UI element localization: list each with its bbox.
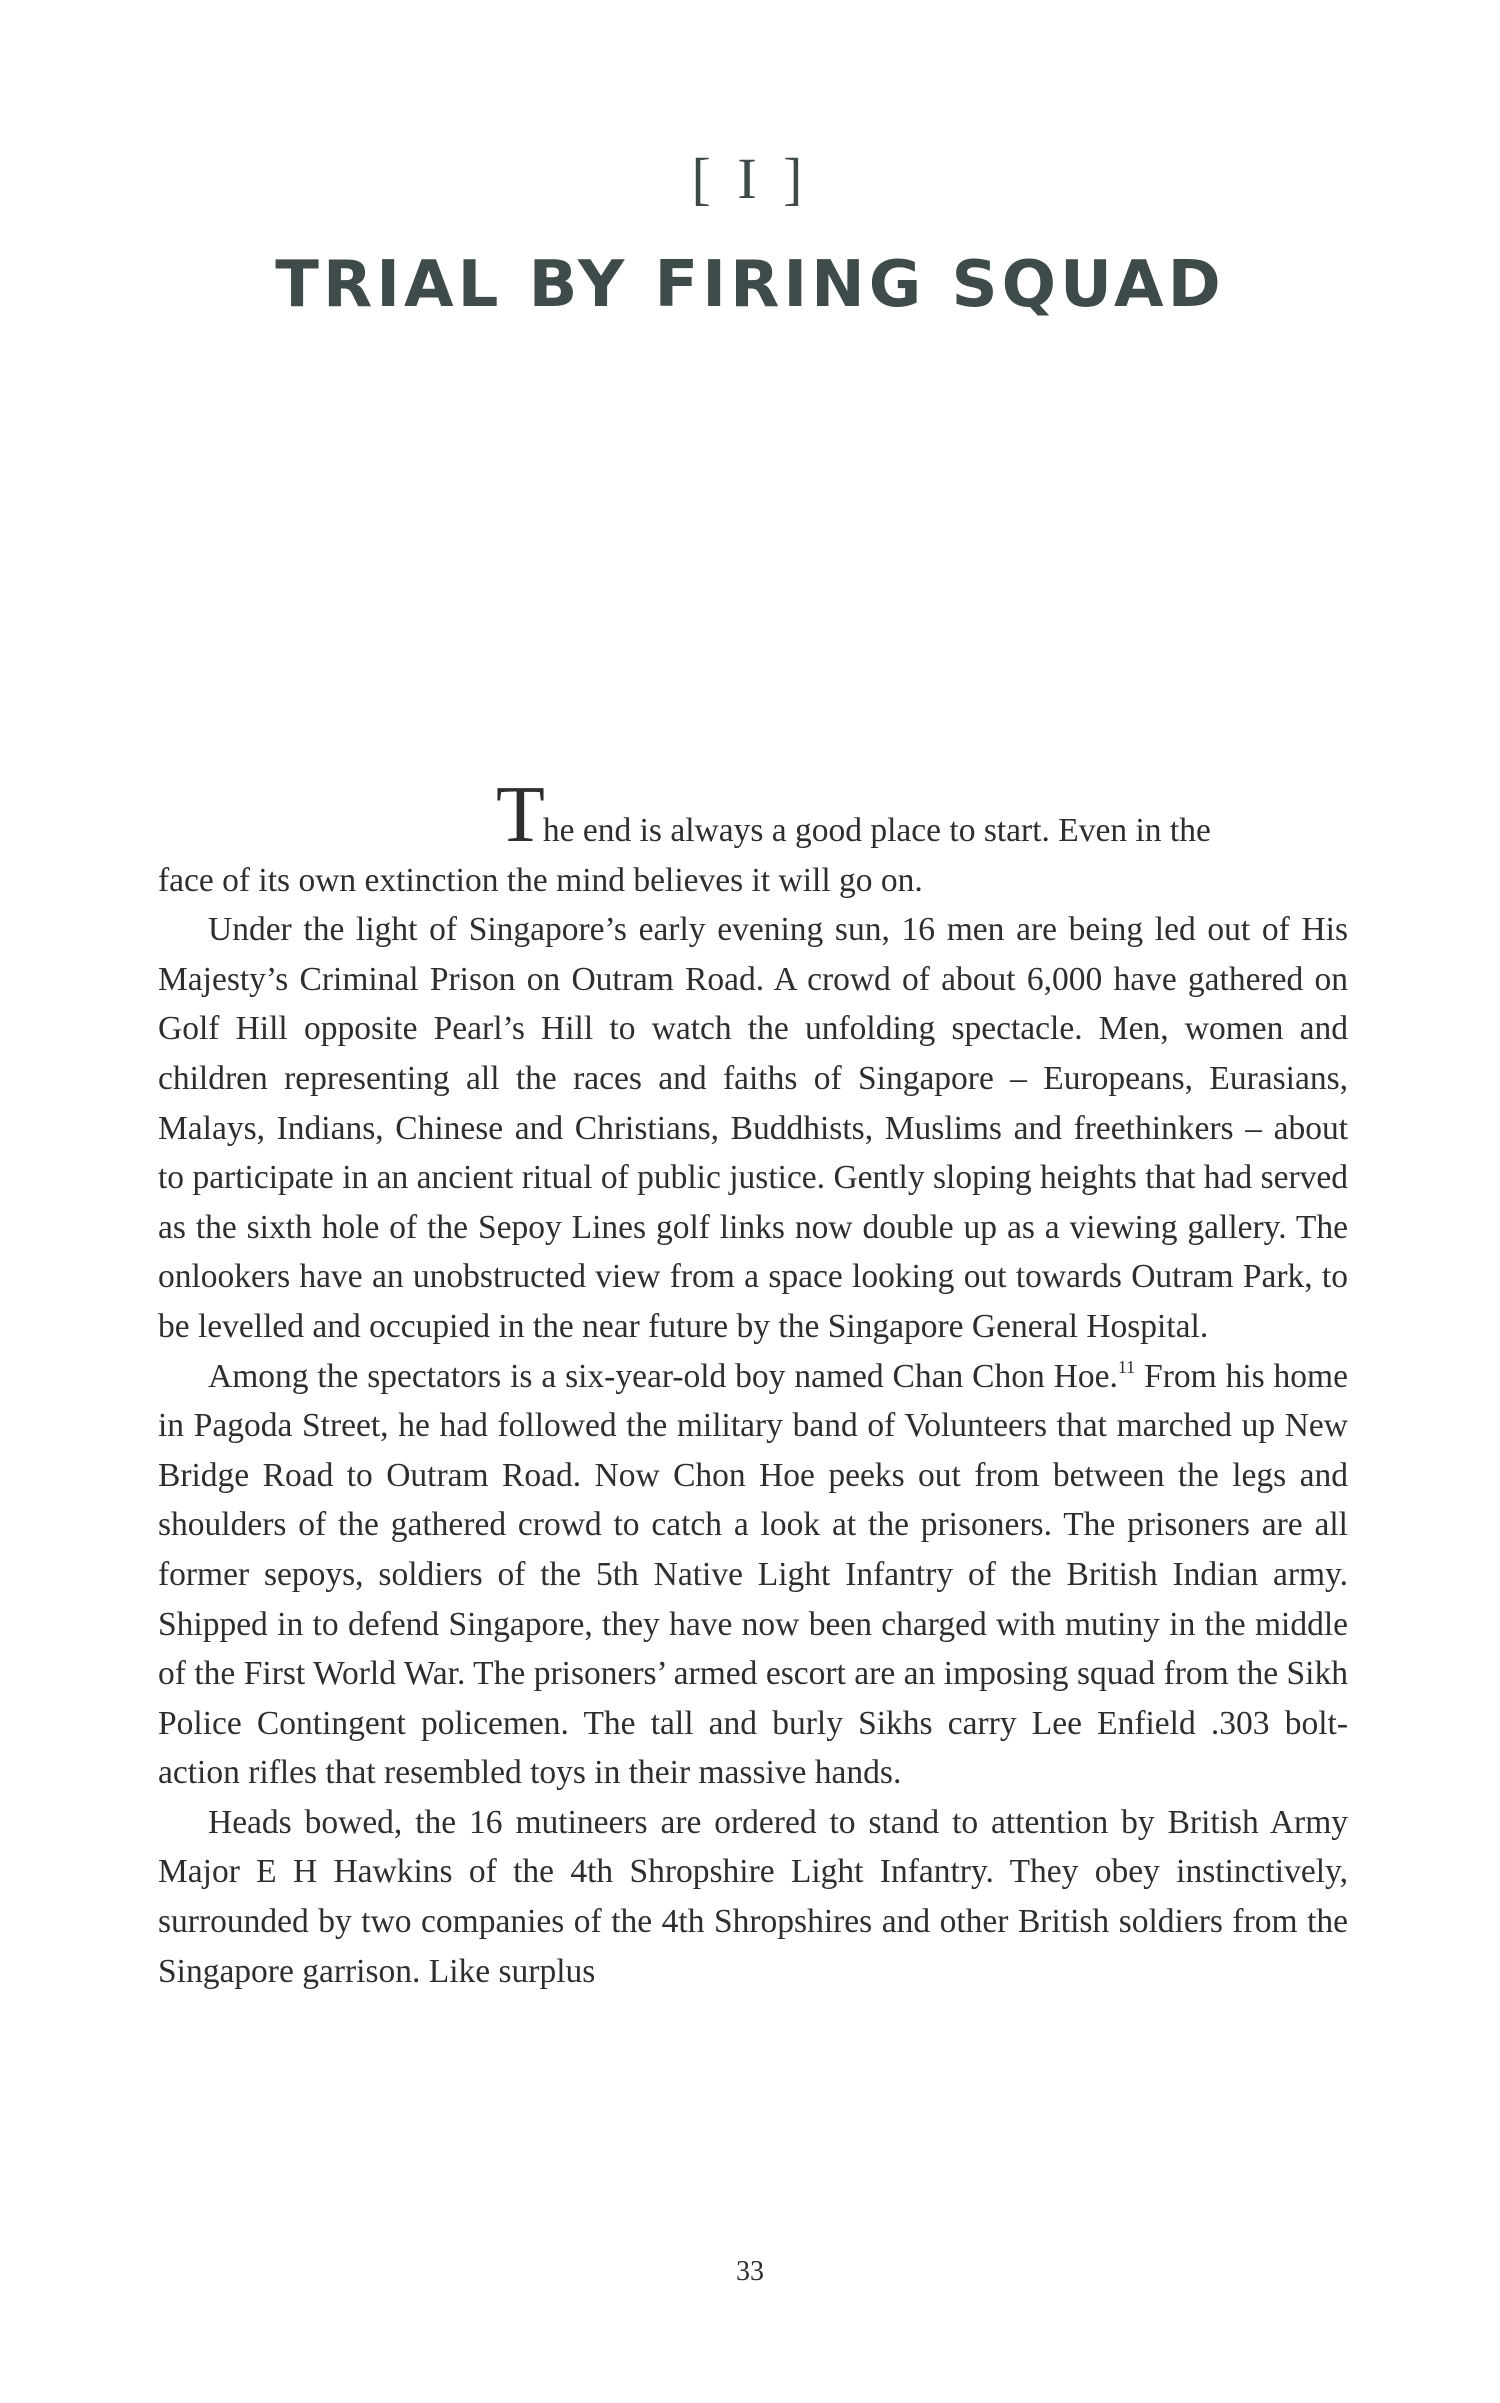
paragraph-text: Among the spectators is a six-year-old boy named Chan Chon Hoe. [208, 1357, 1118, 1395]
paragraph: Heads bowed, the 16 mutineers are ordered to stand to attention by British Army Major E H Hawkins of the 4th Shropshire Light Infantry. They obey instinctively, surrounded by two companies of the 4th Shropshires and other British soldiers from the Singapore garrison. Like surplus [158, 1803, 1348, 1990]
page-number: 33 [736, 2256, 764, 2287]
paragraph-text: From his home in Pagoda Street, he had followed the military band of Volunteers that marched up New Bridge Road to Outram Road. Now Chon Hoe peeks out from between the legs and shoulders of the gathered crowd to catch a look at the prisoners. The prisoners are all former sepoys, soldiers of the 5th Native Light Infantry of the British Indian army. Shipped in to defend Singapore, they have now been charged with mutiny in the middle of the First World War. The prisoners’ armed escort are an imposing squad from the Sikh Police Contingent policemen. The tall and burly Sikhs carry Lee Enfield .303 bolt-action rifles that resembled toys in their massive hands. [158, 1357, 1348, 1792]
body-text [158, 771, 1348, 1996]
opening-first-line: he end is always a good place to start. Even in the [542, 812, 1211, 849]
paragraph [158, 1352, 1348, 1798]
paragraph-opening [158, 771, 1348, 905]
chapter-title: TRIAL BY FIRING SQUAD [275, 248, 1225, 322]
paragraph: Under the light of Singapore’s early evening sun, 16 men are being led out of His Majesty’s Criminal Prison on Outram Road. A crowd of about 6,000 have gathered on Golf Hill opposite Pearl’s Hill to watch the unfolding spectacle. Men, women and children representing all the races and faiths of Singapore – Europeans, Eurasians, Malays, Indians, Chinese and Christians, Buddhists, Muslims and freethinkers – about to participate in an ancient ritual of public justice. Gently sloping heights that had served as the sixth hole of the Sepoy Lines golf links now double up as a viewing gallery. The onlookers have an unobstructed view from a space looking out towards Outram Park, to be levelled and occupied in the near future by the Singapore General Hospital. [158, 911, 1348, 1345]
opening-continuation: face of its own extinction the mind believes it will go on. [158, 861, 923, 899]
footnote-marker: 11 [1117, 1356, 1136, 1377]
drop-cap: T [496, 771, 545, 859]
chapter-number: [ I ] [691, 146, 809, 211]
